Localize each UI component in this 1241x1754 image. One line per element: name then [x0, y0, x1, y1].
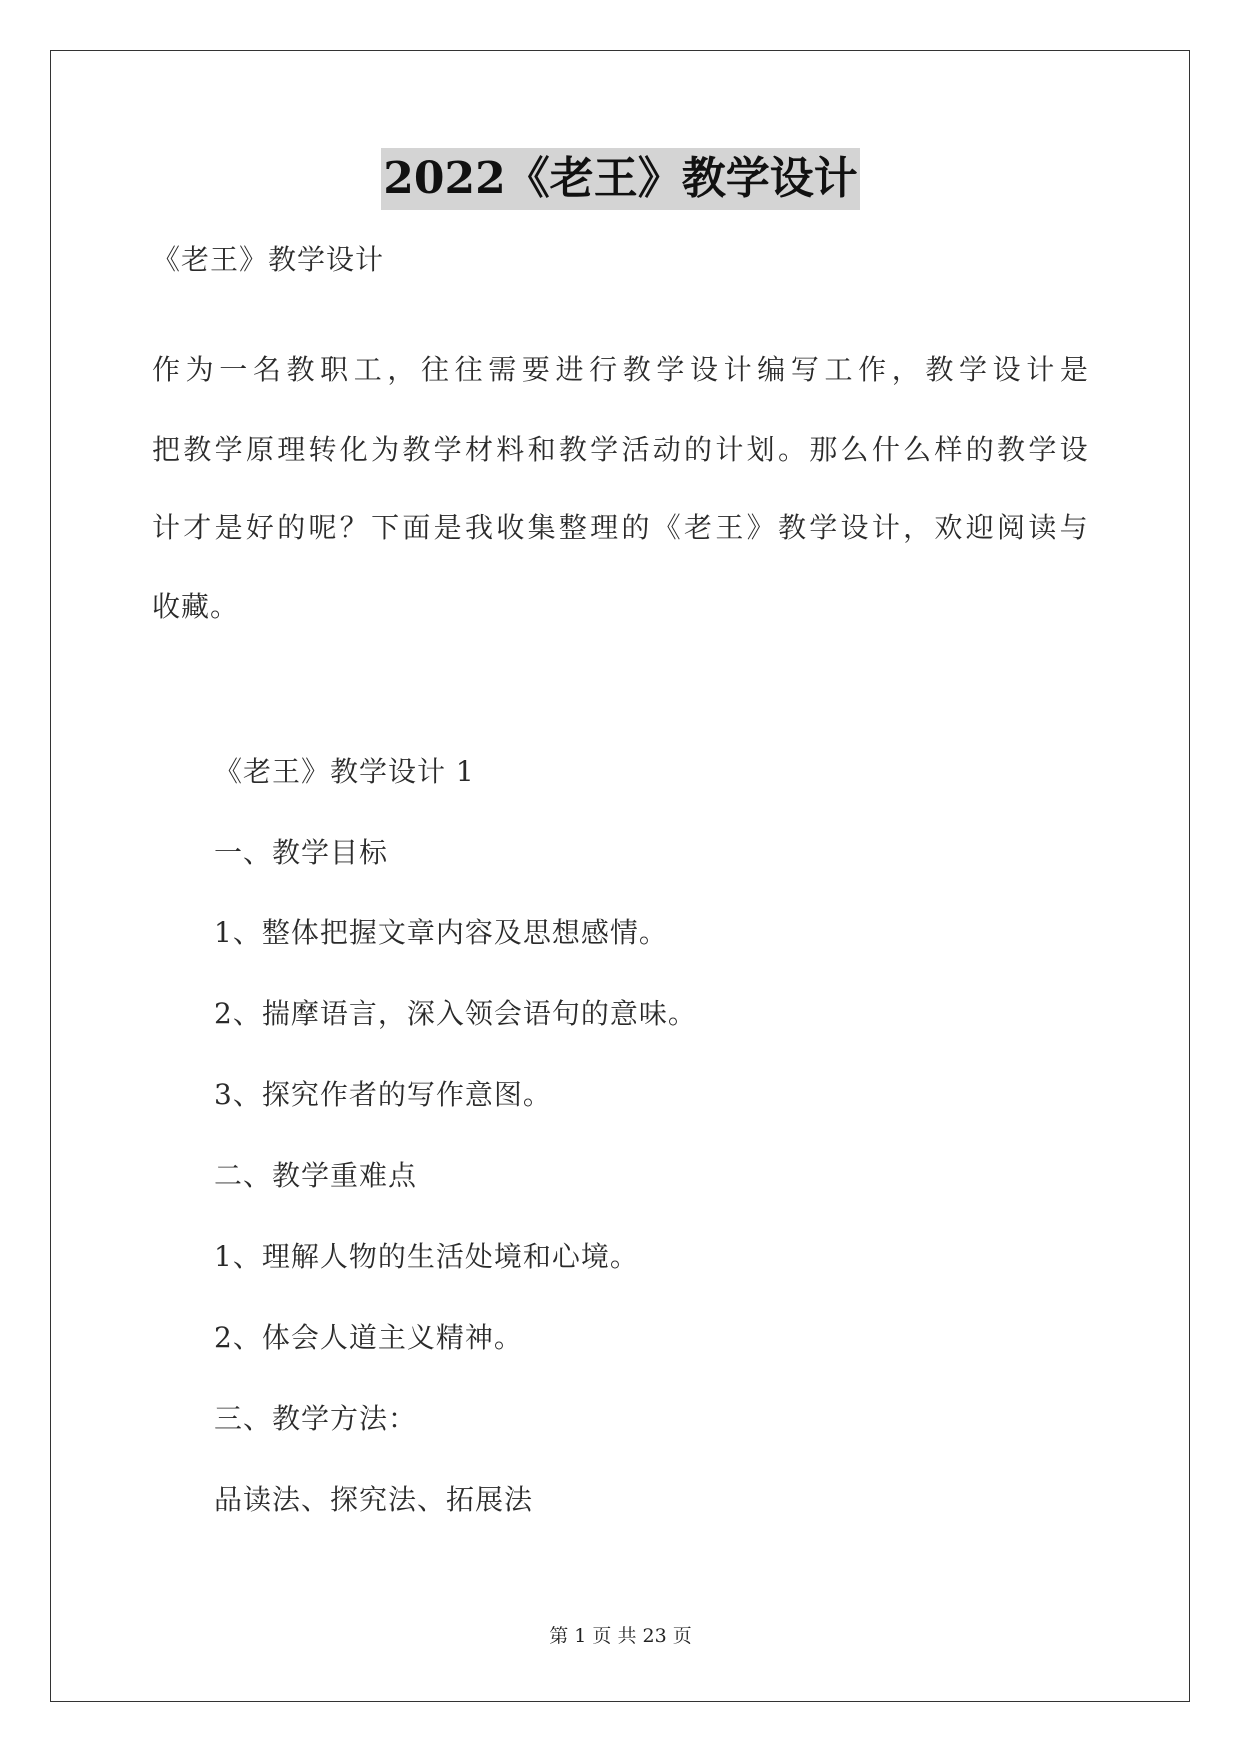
- body-line-8: 三、教学方法：: [214, 1402, 418, 1435]
- intro-line-4: 收藏。: [152, 590, 240, 623]
- body-line-3: 2、揣摩语言，深入领会语句的意味。: [214, 997, 697, 1030]
- document-title: 2022《老王》教学设计: [381, 148, 859, 210]
- section-heading: 《老王》教学设计 1: [214, 755, 475, 788]
- body-line-1: 一、教学目标: [214, 836, 389, 869]
- body-line-9: 品读法、探究法、拓展法: [214, 1483, 534, 1516]
- document-subtitle: 《老王》教学设计: [152, 243, 385, 276]
- body-line-5: 二、教学重难点: [214, 1159, 418, 1192]
- body-line-2: 1、整体把握文章内容及思想感情。: [214, 916, 668, 949]
- intro-line-1: 作 为 一 名 教 职 工 ， 往 往 需 要 进 行 教 学 设 计 编 写 工 作 ， 教 学 设 计 是: [152, 353, 1088, 386]
- intro-line-3: 计 才 是 好 的 呢 ？ 下 面 是 我 收 集 整 理 的 《 老 王 》 教 学 设 计 ， 欢 迎 阅 读 与: [152, 511, 1088, 544]
- body-line-7: 2、体会人道主义精神。: [214, 1321, 523, 1354]
- page-border: [50, 50, 1190, 1702]
- page-number-footer: 第 1 页 共 23 页: [549, 1625, 692, 1647]
- body-line-6: 1、理解人物的生活处境和心境。: [214, 1240, 639, 1273]
- intro-line-2: 把 教 学 原 理 转 化 为 教 学 材 料 和 教 学 活 动 的 计 划 。 那 么 什 么 样 的 教 学 设: [152, 433, 1088, 466]
- document-title-container: [0, 148, 1241, 210]
- body-line-4: 3、探究作者的写作意图。: [214, 1078, 552, 1111]
